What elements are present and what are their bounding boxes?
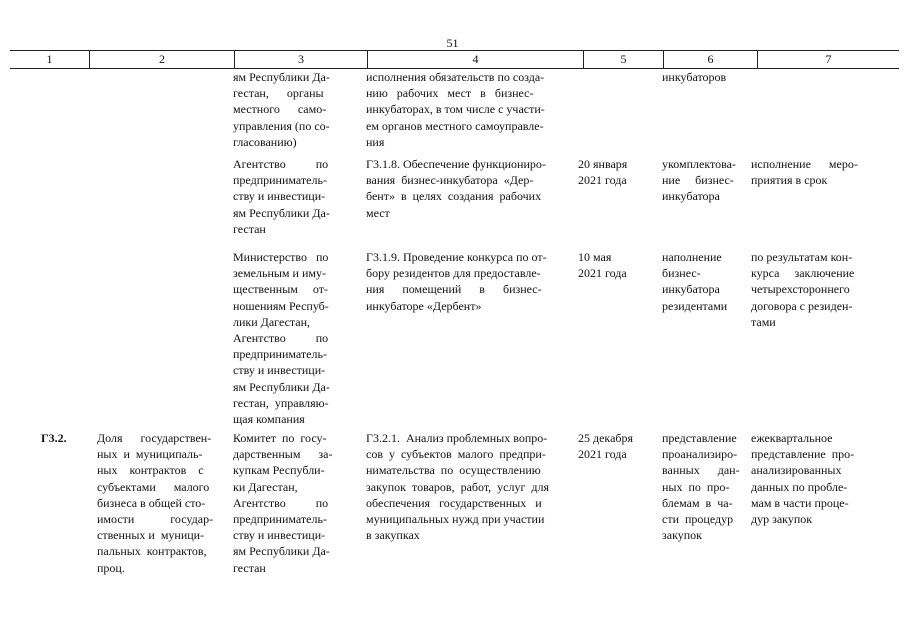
row3-col5-cell: 25 декабря 2021 года bbox=[578, 431, 634, 462]
row1-col7-cell: исполнение меро- приятия в срок bbox=[751, 157, 858, 188]
table-header bbox=[10, 50, 899, 69]
row3-col7-cell: ежеквартальное представление про- анализированных данных по пробле- мам в части проце- дур закупок bbox=[751, 431, 855, 527]
row2-col6-cell: наполнение бизнес- инкубатора резидентами bbox=[662, 250, 728, 313]
row1-col5-cell: 20 января 2021 года bbox=[578, 157, 628, 188]
header-col-4: 4 bbox=[368, 51, 584, 68]
row1-col6-cell: укомплектова- ние бизнес- инкубатора bbox=[662, 157, 736, 204]
row3-col6-cell: представление проанализиро- ванных дан- ных по про- блемам в ча- сти процедур закупок bbox=[662, 431, 740, 543]
row0-col6-cell: инкубаторов bbox=[662, 70, 727, 84]
header-col-2: 2 bbox=[90, 51, 235, 68]
row1-col4-cell: Г3.1.8. Обеспечение функциониро- вания бизнес-инкубатора «Дер- бент» в целях создания рабочих мест bbox=[366, 157, 546, 220]
row3-col4-cell: Г3.2.1. Анализ проблемных вопро- сов у субъектов малого предпри- нимательства по осуществлению закупок товаров, работ, услуг для обеспечения государственных и муниципальных нужд при участии в закупках bbox=[366, 431, 550, 543]
row2-col5-cell: 10 мая 2021 года bbox=[578, 250, 627, 281]
row2-col4-cell: Г3.1.9. Проведение конкурса по от- бору резидентов для предоставле- ния помещений в бизнес- инкубаторе «Дербент» bbox=[366, 250, 547, 313]
row0-col4-cell: исполнения обязательств по созда- нию рабочих мест в бизнес- инкубаторах, в том числе с участи- ем органов местного самоуправле- ния bbox=[366, 70, 545, 149]
row3-col3-cell: Комитет по госу- дарственным за- купкам Республи- ки Дагестан, Агентство по предприниматель- ству и инвестици- ям Республики Да- гестан bbox=[233, 431, 333, 575]
header-col-1: 1 bbox=[10, 51, 90, 68]
row3-col1-cell: Г3.2. bbox=[41, 431, 67, 445]
header-col-6: 6 bbox=[664, 51, 758, 68]
row3-col2-cell: Доля государствен- ных и муниципаль- ных контрактов с субъектами малого бизнеса в общей сто- имости государ- ственных и муници- пальных контрактов, проц. bbox=[97, 431, 214, 575]
row2-col7-cell: по результатам кон- курса заключение четырехстороннего договора с резиден- тами bbox=[751, 250, 855, 329]
row1-col3-cell: Агентство по предприниматель- ству и инвестици- ям Республики Да- гестан bbox=[233, 157, 330, 236]
row2-col3-cell: Министерство по земельным и иму- щественным от- ношениям Респуб- лики Дагестан, Агентство по предприниматель- ству и инвестици- ям Республики Да- гестан, управляю- щая компания bbox=[233, 250, 330, 427]
row0-col3-cell: ям Республики Да- гестан, органы местного само- управления (по со- гласованию) bbox=[233, 70, 330, 149]
header-col-3: 3 bbox=[235, 51, 368, 68]
page-number: 51 bbox=[446, 36, 459, 50]
header-col-5: 5 bbox=[584, 51, 664, 68]
header-col-7: 7 bbox=[825, 52, 832, 66]
